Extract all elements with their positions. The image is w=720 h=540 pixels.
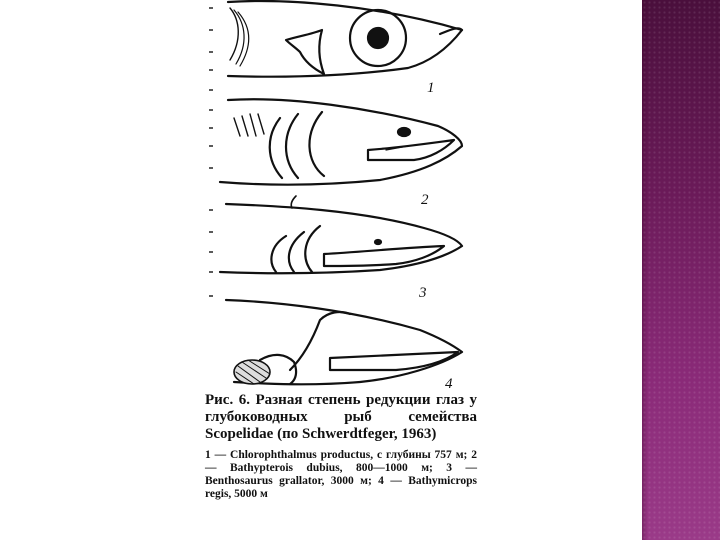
label-4: 4 (445, 376, 453, 390)
fish-2-head (220, 99, 462, 185)
decorative-sidebar (642, 0, 720, 540)
caption-legend: 1 — Chlorophthalmus productus, с глубины 757 м; 2 — Bathypterois dubius, 800—1000 м; 3 — Benthosaurus grallator, 3000 м; 4 — Bathymicrops regis, 5000 м (205, 449, 477, 500)
ruler-ticks (209, 8, 213, 296)
label-3: 3 (419, 285, 427, 301)
figure-caption (205, 392, 477, 513)
fish-1-head (228, 1, 462, 77)
caption-title: Рис. 6. Разная степень редукции глаз у глубоководных рыб семейства Scopelidae (по Schwerdtfeger, 1963) (205, 392, 477, 442)
label-1: 1 (427, 80, 435, 96)
label-2: 2 (421, 192, 429, 208)
fish-4-fin (234, 360, 270, 384)
sidebar-pattern (642, 0, 720, 540)
fish-heads-figure (200, 0, 480, 390)
